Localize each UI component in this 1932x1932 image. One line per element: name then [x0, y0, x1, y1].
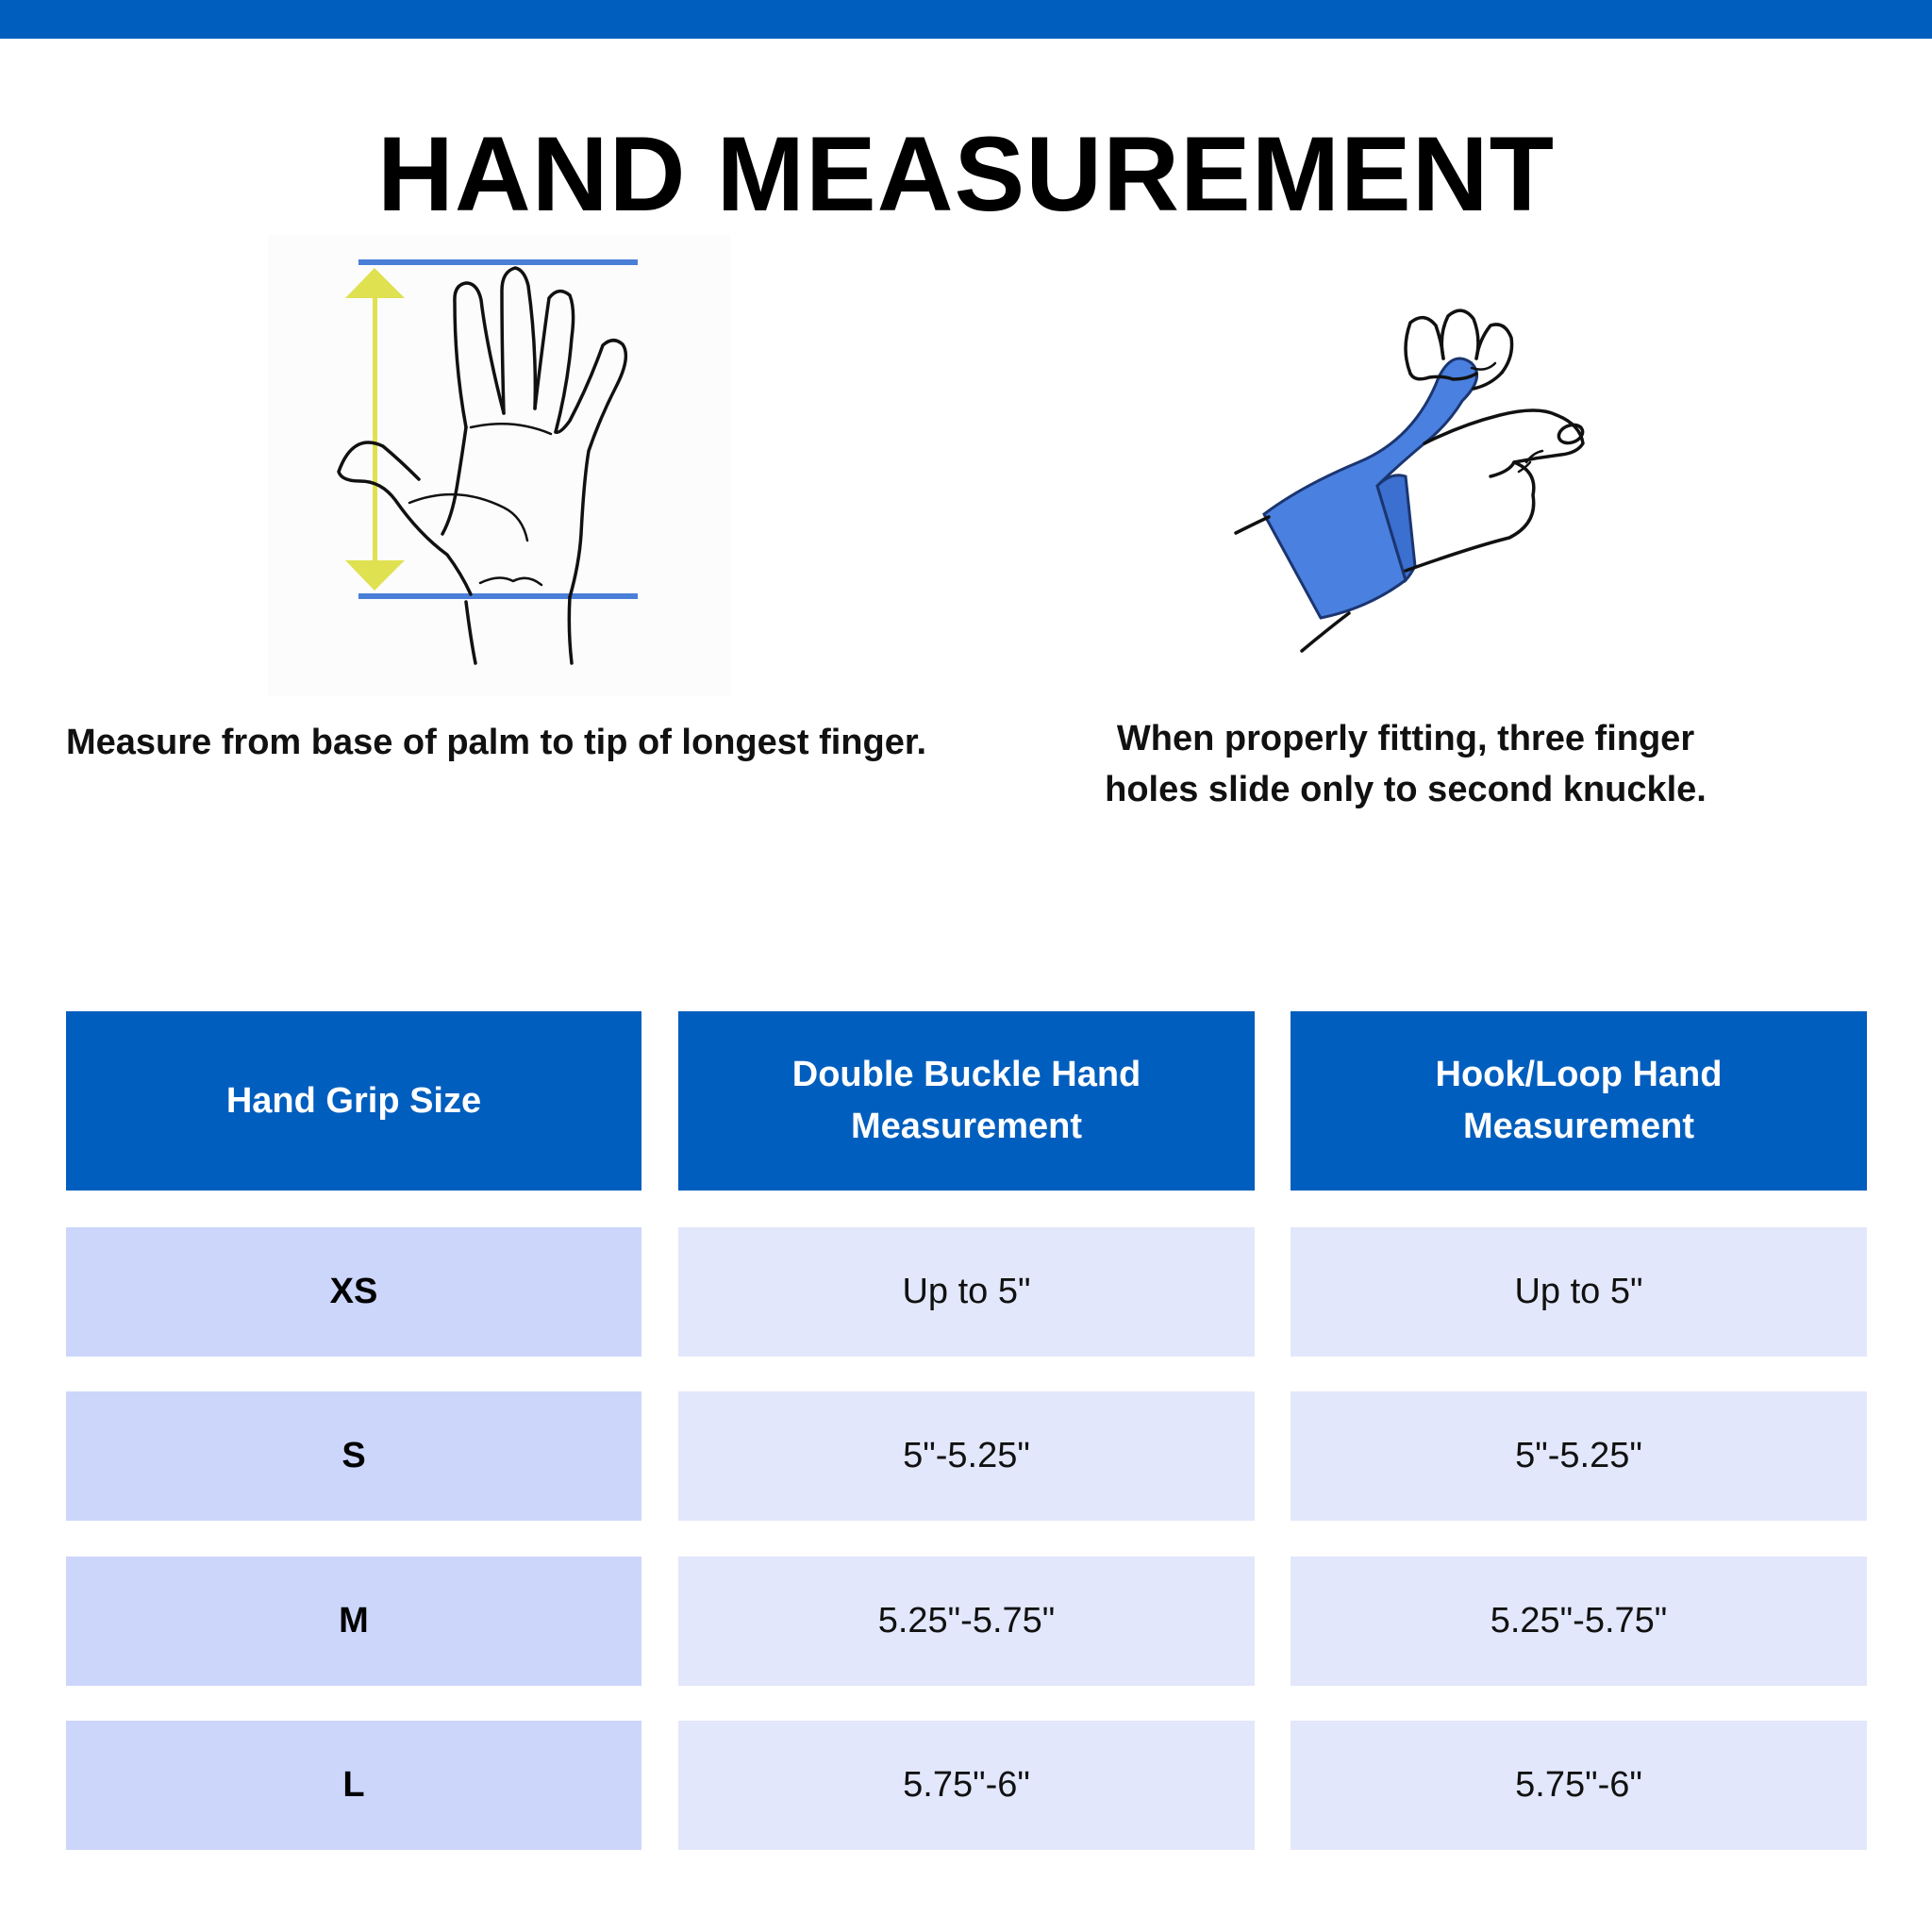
bottom-guide-line: [358, 593, 638, 599]
hand-outline: [339, 268, 625, 663]
table-row-hook-loop: 5"-5.25": [1291, 1391, 1867, 1521]
table-row-size: L: [66, 1721, 641, 1850]
header-hook-loop: Hook/Loop Hand Measurement: [1291, 1011, 1867, 1191]
table-row-hook-loop: Up to 5": [1291, 1227, 1867, 1357]
table-row-size: XS: [66, 1227, 641, 1357]
table-row-double-buckle: 5.75"-6": [678, 1721, 1255, 1850]
table-row-double-buckle: Up to 5": [678, 1227, 1255, 1357]
hand-grip-on-wrist-icon: [1226, 283, 1623, 660]
measure-arrow-icon: [345, 268, 405, 591]
top-guide-line: [358, 259, 638, 265]
fit-instruction-line-1: When properly fitting, three finger: [1116, 719, 1695, 758]
header-double-buckle: Double Buckle Hand Measurement: [678, 1011, 1255, 1191]
gripping-hand-outline: [1236, 310, 1585, 651]
page-title: HAND MEASUREMENT: [377, 115, 1555, 233]
table-row-hook-loop: 5.75"-6": [1291, 1721, 1867, 1850]
fit-instruction-line-2: holes slide only to second knuckle.: [1105, 770, 1707, 809]
grip-strap-icon: [1264, 358, 1477, 618]
open-palm-measure-icon: [268, 234, 730, 696]
top-brand-bar: [0, 0, 1932, 39]
header-size: Hand Grip Size: [66, 1011, 641, 1191]
table-row-double-buckle: 5.25"-5.75": [678, 1557, 1255, 1686]
table-row-size: S: [66, 1391, 641, 1521]
fit-instruction: [1075, 713, 1736, 815]
table-row-size: M: [66, 1557, 641, 1686]
measure-instruction: Measure from base of palm to tip of longest finger.: [66, 723, 927, 762]
table-row-hook-loop: 5.25"-5.75": [1291, 1557, 1867, 1686]
table-row-double-buckle: 5"-5.25": [678, 1391, 1255, 1521]
